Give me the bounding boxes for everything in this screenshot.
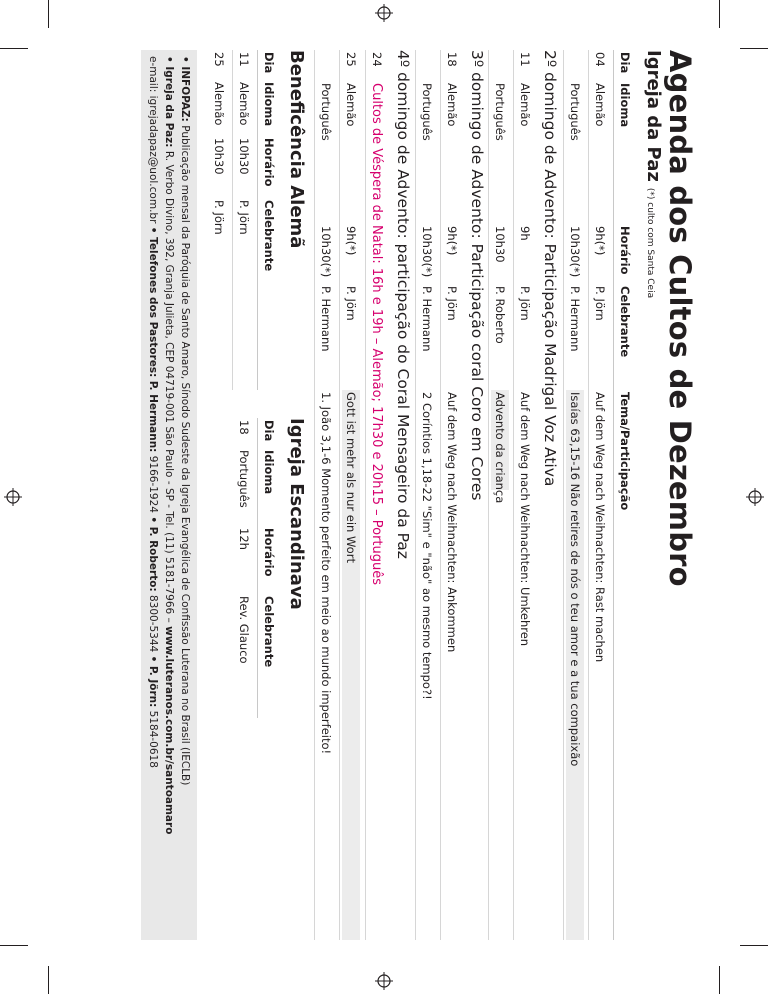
header-idioma: Idioma (262, 450, 276, 495)
cell-idioma: Alemão (237, 82, 251, 126)
beneficencia-header (257, 50, 281, 390)
crop-mark (48, 0, 49, 28)
cell-horario: 9h(*) (593, 226, 607, 256)
cell-idioma: Alemão (445, 83, 459, 127)
cell-horario: 10h30(*) (420, 226, 434, 278)
pastor-label: • P. Jörn: (147, 655, 159, 708)
crop-mark (0, 48, 28, 49)
cell-celebrante: P. Jörn (344, 286, 358, 321)
cell-celebrante: P. Jörn (593, 286, 607, 321)
header-horario: Horário (262, 138, 276, 187)
crop-mark (740, 48, 768, 49)
cell-celebrante: P. Roberto (493, 286, 507, 344)
cell-horario: 10h30(*) (319, 226, 333, 278)
cell-horario: 9h(*) (344, 226, 358, 256)
footer-line-infopaz (177, 56, 193, 934)
header-horario: Horário (262, 528, 276, 577)
cell-tema: Gott ist mehr als nur ein Wort (344, 392, 358, 563)
header-celebrante: Celebrante (262, 596, 276, 668)
cell-tema: 1. João 3,1-6 Momento perfeito em meio ao mundo imperfeito! (319, 392, 333, 755)
registration-mark-icon (4, 488, 22, 506)
infopaz-text: Publicação mensal da Paróquia de Santo Amaro, Sínodo Sudeste da Igreja Evangélica de Confissão Luterana no Brasil (IECLB) (179, 125, 191, 786)
header-celebrante: Celebrante (618, 286, 632, 358)
christmas-eve-note: Cultos de Véspera de Natal: 16h e 19h – Alemão; 17h30 e 20h15 – Português (369, 83, 384, 586)
cell-idioma: Português (493, 83, 507, 141)
crop-mark (719, 0, 720, 28)
pastor-phone: 9166-1924 (147, 455, 159, 513)
table-row (588, 50, 612, 940)
cell-horario: 10h30 (237, 138, 251, 175)
registration-mark-icon (375, 972, 393, 990)
pastor-phone: 5184-0618 (147, 710, 159, 768)
crop-mark (740, 945, 768, 946)
escandinava-header (257, 418, 281, 718)
section-heading: 3º domingo de Advento: Participação coral Coro em Cores (468, 50, 486, 501)
registration-mark-icon (375, 4, 393, 22)
cell-dia: 04 (593, 52, 607, 67)
header-tema: Tema/Participação (618, 392, 632, 511)
cell-tema: 2 Coríntios 1,18-22 "Sim" e "não" ao mesmo tempo?! (420, 392, 434, 700)
header-dia: Dia (618, 52, 632, 74)
table-row (440, 50, 464, 940)
section-heading: 4º domingo de Advento: participação do Coral Mensageiro da Paz (394, 50, 412, 559)
email-text[interactable]: e-mail: igrejadapaz@uol.com.br (147, 56, 159, 224)
cell-idioma: Português (420, 83, 434, 141)
cell-celebrante: P. Hermann (420, 286, 434, 352)
phones-label: • Telefones dos Pastores: (147, 226, 159, 378)
cell-tema: Auf dem Weg nach Weihnachten: Ankommen (445, 392, 459, 653)
cell-idioma: Alemão (518, 83, 532, 127)
footer-line-contacts (145, 56, 161, 934)
header-dia: Dia (262, 420, 276, 442)
church-name: Igreja da Paz (643, 50, 664, 182)
cell-dia: 11 (237, 52, 251, 67)
cell-tema: Auf dem Weg nach Weihnachten: Rast machen (593, 392, 607, 663)
header-idioma: Idioma (262, 82, 276, 127)
cell-horario: 10h30 (212, 138, 226, 175)
cell-dia: 25 (344, 52, 358, 67)
cell-celebrante: P. Hermann (319, 286, 333, 352)
crop-mark (48, 966, 49, 994)
beneficencia-row (207, 50, 231, 390)
cell-horario: 12h (237, 528, 251, 550)
communion-note: (*) culto com Santa Ceia (645, 187, 655, 299)
cell-horario: 9h (518, 226, 532, 241)
cell-celebrante: Rev. Glauco (237, 596, 251, 664)
footer-line-address (161, 56, 177, 934)
cell-celebrante: P. Jörn (518, 286, 532, 321)
cell-idioma: Alemão (344, 83, 358, 127)
cell-dia: 18 (445, 52, 459, 67)
table-row (339, 50, 363, 940)
cell-horario: 10h30 (493, 226, 507, 263)
crop-mark (0, 945, 28, 946)
christmas-eve-row (365, 50, 389, 940)
pastor-phone: 8300-5344 (147, 594, 159, 653)
header-dia: Dia (262, 52, 276, 74)
cell-idioma: Alemão (212, 82, 226, 126)
cell-celebrante: P. Jörn (445, 286, 459, 321)
cell-tema: Auf dem Weg nach Weihnachten: Umkehren (518, 392, 532, 647)
table-header (613, 50, 637, 940)
cell-dia: 24 (370, 52, 384, 67)
cell-idioma: Português (237, 450, 251, 508)
address-label: • Igreja da Paz: (163, 56, 175, 148)
cell-celebrante: P. Jörn (237, 200, 251, 235)
header-idioma: Idioma (618, 83, 632, 128)
escandinava-row (232, 418, 256, 718)
cell-dia: 11 (518, 52, 532, 67)
page-title: Agenda dos Cultos de Dezembro (663, 50, 697, 587)
cell-celebrante: P. Hermann (568, 286, 582, 352)
pastor-label: • P. Roberto: (147, 516, 159, 592)
crop-mark (719, 966, 720, 994)
table-row (513, 50, 537, 940)
registration-mark-icon (746, 488, 764, 506)
cell-tema: Advento da criança (493, 392, 507, 504)
cell-dia: 25 (212, 52, 226, 67)
address-text: R. Verbo Divino, 392, Granja Julieta, CEP 04719-001 São Paulo - SP - Tel. (11) 5181-7966 – (163, 150, 175, 623)
footer-info (141, 50, 197, 940)
section-heading: 2º domingo de Advento: Participação Madrigal Voz Ativa (541, 50, 559, 487)
cell-celebrante: P. Jörn (212, 200, 226, 235)
header-celebrante: Celebrante (262, 200, 276, 272)
cell-horario: 10h30(*) (568, 226, 582, 278)
beneficencia-row (232, 50, 256, 390)
cell-idioma: Alemão (593, 83, 607, 127)
beneficencia-title: Beneficência Alemã (286, 50, 307, 249)
cell-tema: Isaías 63,15-16 Não retires de nós o teu amor e a tua compaixão (568, 392, 582, 767)
church-subtitle (643, 50, 664, 298)
cell-dia: 18 (237, 420, 251, 435)
schedule-sheet (71, 50, 697, 944)
header-horario: Horário (618, 226, 632, 275)
cell-idioma: Português (568, 83, 582, 141)
pastor-label: P. Hermann: (147, 380, 159, 453)
website-link[interactable]: www.luteranos.com.br/santoamaro (163, 626, 175, 835)
cell-horario: 9h(*) (445, 226, 459, 256)
infopaz-label: • INFOPAZ: (179, 56, 191, 122)
escandinava-title: Igreja Escandinava (286, 418, 307, 610)
cell-idioma: Português (319, 83, 333, 141)
